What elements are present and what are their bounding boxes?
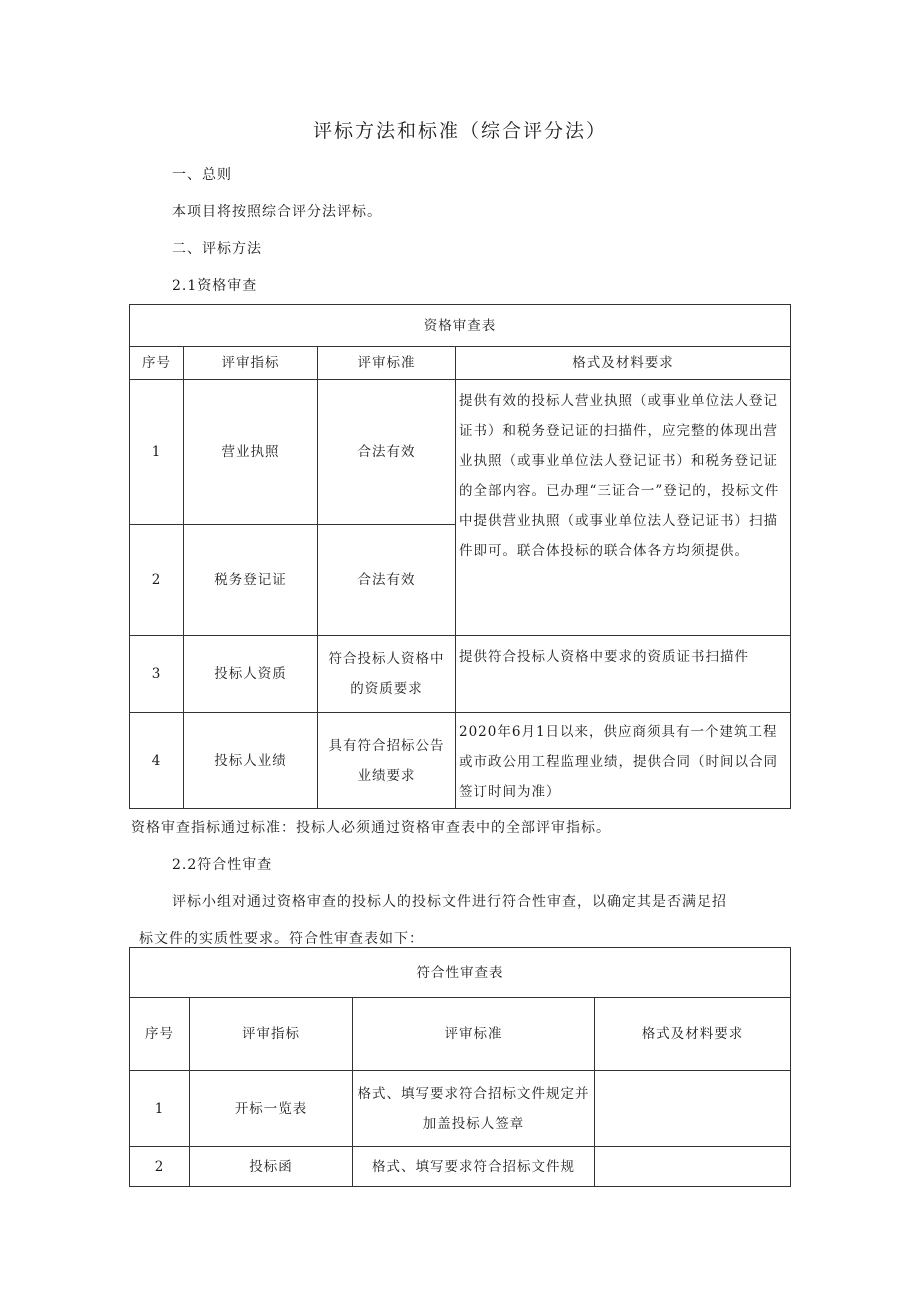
qual-row-standard: 具有符合招标公告业绩要求 [318,713,456,809]
qual-header-standard: 评审标准 [318,347,456,380]
qual-header-requirement: 格式及材料要求 [456,347,791,380]
table-row [130,1147,791,1187]
qual-row-item: 营业执照 [184,380,318,525]
conf-header-requirement: 格式及材料要求 [595,998,791,1071]
conf-heading: 2.2符合性审查 [172,857,273,873]
conf-intro-line2: 标文件的实质性要求。符合性审查表如下： [139,931,424,947]
conf-row-no: 2 [130,1147,190,1187]
conf-row-item: 投标函 [190,1147,353,1187]
qual-note: 资格审查指标通过标准：投标人必须通过资格审查表中的全部评审指标。 [131,820,611,836]
page-title: 评标方法和标准（综合评分法） [312,120,607,142]
conf-table-caption: 符合性审查表 [130,948,791,998]
qual-header-no: 序号 [130,347,184,380]
qual-row-standard: 合法有效 [318,525,456,636]
table-row [130,380,791,525]
conf-row-standard: 格式、填写要求符合招标文件规 [353,1147,595,1187]
conf-header-item: 评审指标 [190,998,353,1071]
method-heading: 二、评标方法 [172,241,262,257]
qual-row-item: 税务登记证 [184,525,318,636]
qual-row-requirement: 提供符合投标人资格中要求的资质证书扫描件 [456,636,791,713]
conf-header-standard: 评审标准 [353,998,595,1071]
conf-row-requirement [595,1071,791,1147]
conf-row-no: 1 [130,1071,190,1147]
qual-row-standard: 合法有效 [318,380,456,525]
qual-table [129,304,791,809]
qual-heading: 2.1资格审查 [172,278,258,294]
table-row [130,713,791,809]
qual-row-no: 4 [130,713,184,809]
qual-row-item: 投标人资质 [184,636,318,713]
table-row [130,1071,791,1147]
qual-row-no: 3 [130,636,184,713]
qual-row-no: 2 [130,525,184,636]
conf-intro-line1: 评标小组对通过资格审查的投标人的投标文件进行符合性审查，以确定其是否满足招 [172,894,727,910]
conf-row-requirement [595,1147,791,1187]
conf-header-no: 序号 [130,998,190,1071]
qual-row-no: 1 [130,380,184,525]
qual-table-caption: 资格审查表 [130,305,791,347]
table-row [130,636,791,713]
conf-table [129,947,791,1187]
general-text: 本项目将按照综合评分法评标。 [172,204,382,220]
conf-row-standard: 格式、填写要求符合招标文件规定并加盖投标人签章 [353,1071,595,1147]
conf-row-item: 开标一览表 [190,1071,353,1147]
qual-header-item: 评审指标 [184,347,318,380]
qual-row-standard: 符合投标人资格中的资质要求 [318,636,456,713]
general-heading: 一、总则 [172,167,232,183]
qual-row-requirement: 2020年6月1日以来，供应商须具有一个建筑工程或市政公用工程监理业绩，提供合同（时间以合同签订时间为准） [456,713,791,809]
qual-row-item: 投标人业绩 [184,713,318,809]
qual-merged-requirement: 提供有效的投标人营业执照（或事业单位法人登记证书）和税务登记证的扫描件，应完整的体现出营业执照（或事业单位法人登记证书）和税务登记证的全部内容。已办理“三证合一”登记的，投标文件中提供营业执照（或事业单位法人登记证书）扫描件即可。联合体投标的联合体各方均须提供。 [456,380,791,636]
